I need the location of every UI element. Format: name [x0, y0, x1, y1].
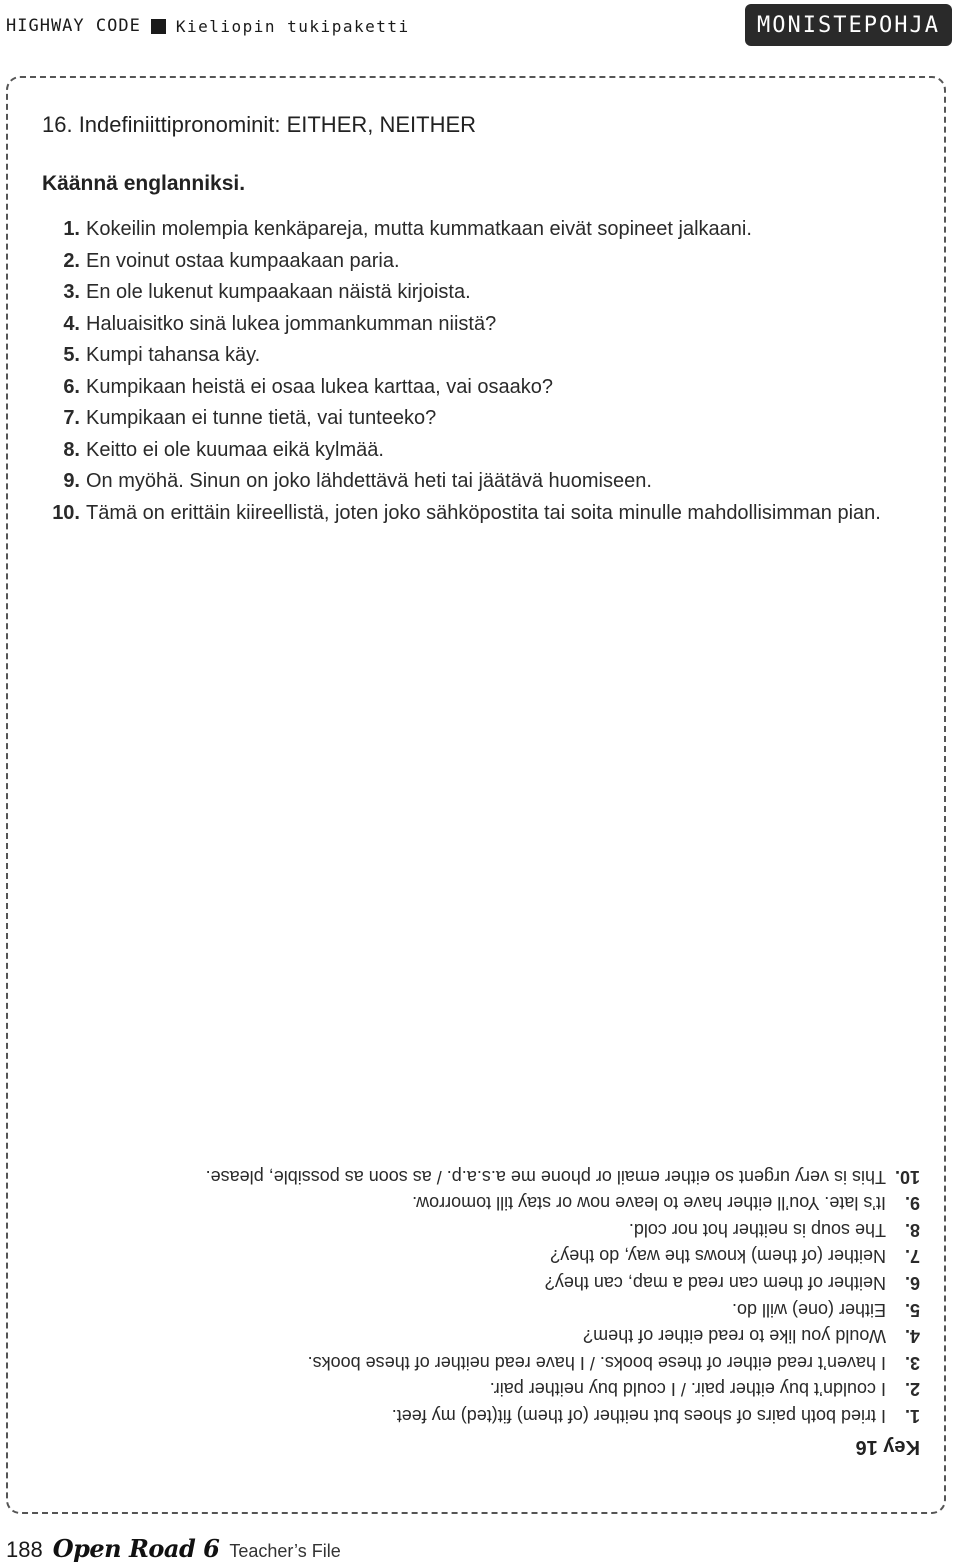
exercise-text: Kumpi tahansa käy. — [86, 344, 261, 366]
exercise-text: Kumpikaan ei tunne tietä, vai tunteeko? — [86, 407, 437, 429]
exercise-text: Kumpikaan heistä ei osaa lukea karttaa, vai osaako? — [86, 375, 553, 398]
answer-item — [80, 1323, 920, 1350]
exercise-list — [42, 214, 882, 529]
exercise-number: 6. — [63, 375, 80, 398]
answer-number: 3. — [904, 1352, 920, 1373]
page-header — [0, 0, 960, 58]
page-footer — [6, 1534, 341, 1568]
exercise-item — [42, 403, 882, 435]
exercise-item — [42, 246, 882, 278]
answer-list — [80, 1163, 920, 1429]
answer-number: 9. — [904, 1193, 920, 1214]
exercise-number: 4. — [63, 312, 80, 335]
answer-text: Neither of them can read a map, can they? — [544, 1273, 886, 1294]
answer-item — [80, 1402, 920, 1429]
answer-number: 4. — [904, 1326, 920, 1347]
exercise-item — [42, 309, 882, 341]
answer-number: 8. — [904, 1219, 920, 1240]
exercise-text: Keitto ei ole kuumaa eikä kylmää. — [86, 438, 384, 461]
answer-item — [80, 1296, 920, 1323]
exercise-number: 10. — [52, 501, 80, 524]
exercise-item — [42, 214, 882, 246]
square-bullet-icon — [151, 19, 166, 34]
exercise-item — [42, 466, 882, 498]
answer-number: 7. — [904, 1246, 920, 1267]
open-road-logo: Open Road 6 — [52, 1534, 220, 1563]
exercise-text: Haluaisitko sinä lukea jommankumman niistä? — [86, 312, 497, 335]
answer-text: This is very urgent so either email or phone me a.s.a.p. / as soon as possible, please. — [205, 1166, 886, 1187]
exercise-item — [42, 372, 882, 404]
brand-line — [6, 16, 410, 36]
answer-item — [80, 1163, 920, 1190]
exercise-number: 2. — [63, 249, 80, 272]
exercise-number: 7. — [63, 407, 80, 429]
answer-text: It’s late. You’ll either have to leave now or stay till tomorrow. — [412, 1193, 886, 1214]
answer-key-title: Key 16 — [855, 1436, 920, 1458]
exercise-number: 8. — [63, 438, 80, 461]
answer-text: I couldn’t buy either pair. / I could buy neither pair. — [489, 1379, 886, 1400]
exercise-text: Tämä on erittäin kiireellistä, joten joko sähköpostita tai soita minulle mahdollisimman pian. — [86, 501, 881, 524]
answer-number: 2. — [904, 1379, 920, 1400]
answer-text: Either (one) will do. — [731, 1299, 886, 1320]
answer-number: 5. — [904, 1299, 920, 1320]
answer-text: Neither (of them) knows the way, do they? — [550, 1246, 886, 1267]
answer-item — [80, 1349, 920, 1376]
page-number: 188 — [6, 1537, 43, 1562]
exercise-text: On myöhä. Sinun on joko lähdettävä heti tai jäätävä huomiseen. — [86, 470, 652, 492]
answer-text: I tried both pairs of shoes but neither (of them) fit(ted) my feet. — [391, 1406, 886, 1426]
answer-text: I haven’t read either of these books. / I have read neither of these books. — [307, 1352, 886, 1373]
brand-subtitle: Kieliopin tukipaketti — [175, 16, 410, 36]
exercise-number: 5. — [63, 344, 80, 366]
exercise-text: Kokeilin molempia kenkäpareja, mutta kummatkaan eivät sopineet jalkaani. — [86, 218, 752, 240]
instruction: Käännä englanniksi. — [42, 172, 246, 195]
exercise-item — [42, 340, 882, 372]
exercise-item — [42, 498, 882, 530]
worksheet-badge: MONISTEPOHJA — [745, 4, 952, 46]
exercise-text: En voinut ostaa kumpaakaan paria. — [86, 249, 400, 272]
exercise-item — [42, 435, 882, 467]
exercise-number: 9. — [63, 470, 80, 492]
footer-text: Teacher’s File — [229, 1541, 341, 1561]
worksheet-title: 16. Indefiniittipronominit: EITHER, NEITHER — [42, 112, 477, 137]
answer-number: 1. — [904, 1406, 920, 1426]
exercise-text: En ole lukenut kumpaakaan näistä kirjoista. — [86, 281, 471, 303]
answer-item — [80, 1269, 920, 1296]
answer-item — [80, 1376, 920, 1403]
answer-text: Would you like to read either of them? — [583, 1326, 886, 1347]
answer-number: 10. — [894, 1166, 920, 1187]
answer-item — [80, 1216, 920, 1243]
answer-number: 6. — [904, 1273, 920, 1294]
answer-item — [80, 1190, 920, 1217]
exercise-number: 3. — [63, 281, 80, 303]
answer-item — [80, 1243, 920, 1270]
answer-key — [80, 1158, 920, 1458]
brand-name: HIGHWAY CODE — [6, 16, 141, 36]
answer-text: The soup is neither hot nor cold. — [628, 1219, 886, 1240]
exercise-number: 1. — [63, 218, 80, 240]
exercise-item — [42, 277, 882, 309]
